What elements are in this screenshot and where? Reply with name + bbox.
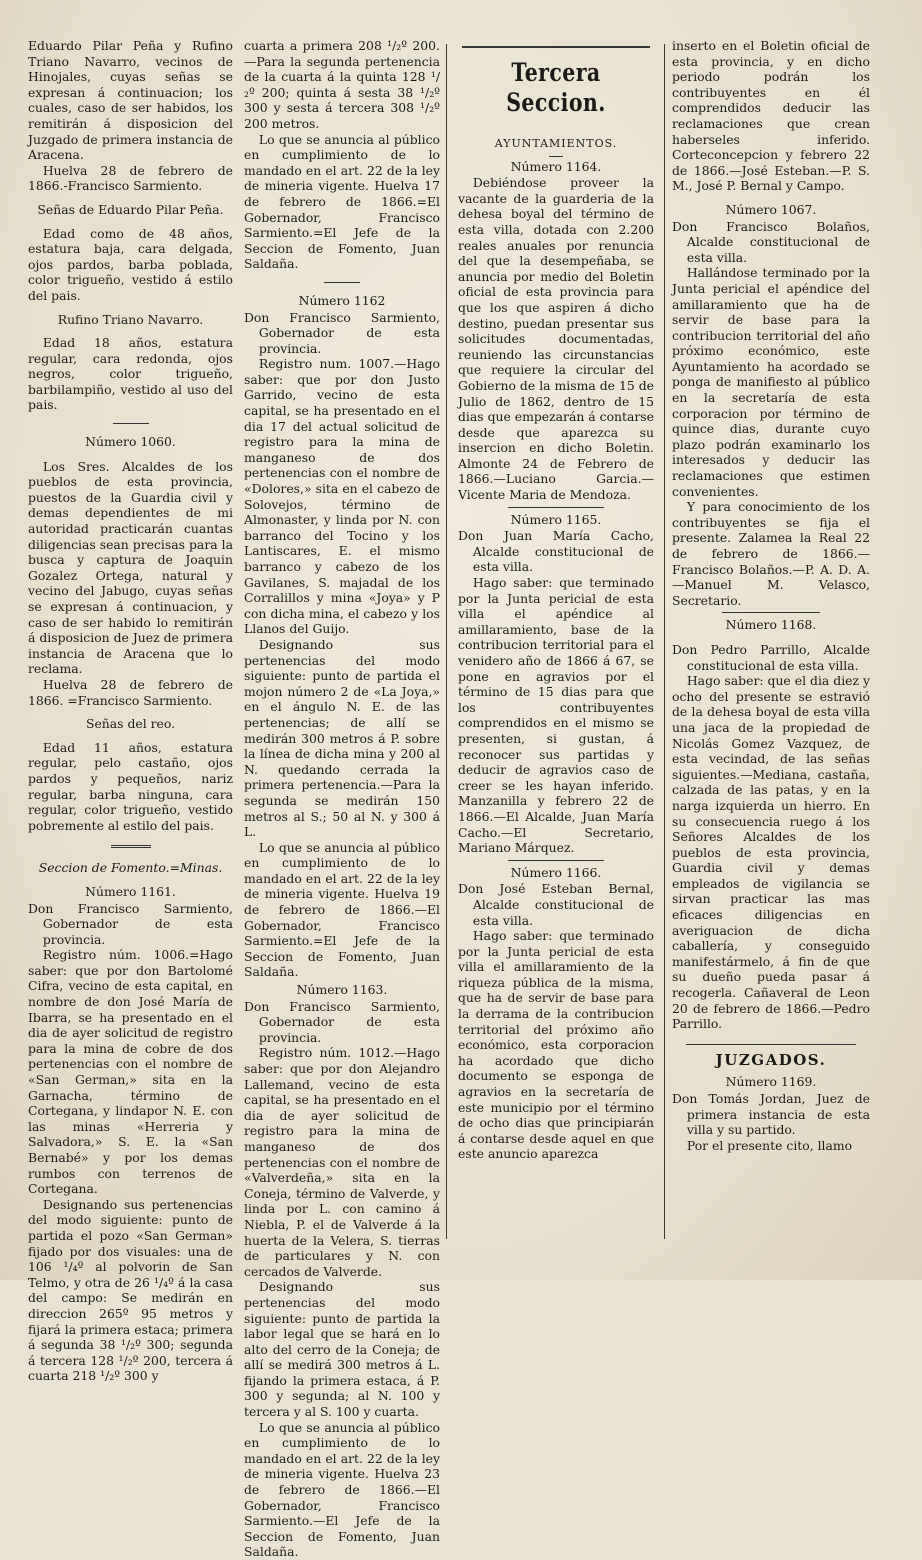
- paragraph: Hago saber: que terminado por la Junta pericial de esta villa el amillaramiento de la riqueza pública de la misma, que ha de servir de base para la derrama de la contribucion territorial del próximo año económico, esta corporacion ha acordado que dicho documento se esponga de agravios en la secretaría de este municipio por el término de ocho dias que principiarán á contarse desde aquel en que este anuncio aparezca: [458, 928, 654, 1162]
- divider: [113, 423, 149, 424]
- notice-number: Número 1163.: [296, 982, 388, 998]
- paragraph: Los Sres. Alcaldes de los pueblos de esta provincia, puestos de la Guardia civil y demas dependientes de mi autoridad practicarán cuantas diligencias sean precisas para la busca y captura de Joaquin Gozalez Ortega, natural y vecino del Jabugo, cuyas señas se expresan á continuacion, y caso de ser habido lo remitirán á disposicion de Juez de primera instancia de Aracena que lo reclama.: [28, 458, 233, 677]
- column-rule: [664, 44, 665, 1239]
- paragraph: Edad 11 años, estatura regular, pelo castaño, ojos pardos y pequeños, nariz regular, barba ninguna, cara regular, color trigueño, vestido pobremente al estilo del pais.: [28, 739, 233, 833]
- paragraph: Registro núm. 1006.=Hago saber: que por don Bartolomé Cifra, vecino de esta capital, en nombre de don José María de Ibarra, se ha presentado en el dia de ayer solicitud de registro para la mina de cobre de dos pertenencias con el nombre de «San German,» sita en la Garnacha, término de Cortegana, y lindapor N. E. con las minas «Herreria y Salvadora,» S. E. la «San Bernabé» y por los demas rumbos con terrenos de Cortegana.: [28, 947, 233, 1197]
- paragraph: Registro núm. 1012.—Hago saber: que por don Alejandro Lallemand, vecino de esta capital, se ha presentado en el dia de ayer solicitud de registro para la mina de manganeso de dos pertenencias con el nombre de «Valverdeña,» sita en la Coneja, término de Valverde, y linda por L. con camino á Niebla, P. el de Valverde á la huerta de la Velera, S. tierras de particulares y N. con cercados de Valverde.: [244, 1045, 440, 1279]
- paragraph: Hago saber: que el dia diez y ocho del presente se estravió de la dehesa boyal de esta villa una jaca de la propiedad de Nicolás Gomez Vazquez, de esta vecindad, de las señas siguientes.—Mediana, castaña, calzada de las patas, y en la narga izquierda un hierro. En su consecuencia ruego á los Señores Alcaldes de los pueblos de esta provincia, Guardia civil y demas empleados de vigilancia se sirvan practicar las mas eficaces diligencias en averiguacion de dicha caballería, y conseguido manifestármelo, á fin de que su dueño pueda pasar á recogerla. Cañaveral de Leon 20 de febrero de 1866.—Pedro Parrillo.: [672, 673, 870, 1032]
- paragraph: Don José Esteban Bernal, Alcalde constitucional de esta villa.: [458, 881, 654, 928]
- paragraph: Lo que se anuncia al público en cumplimiento de lo mandado en el art. 22 de la ley de mineria vigente. Huelva 23 de febrero de 1866.—El Gobernador, Francisco Sarmiento.—El Jefe de la Seccion de Fomento, Juan Saldaña.: [244, 1419, 440, 1560]
- divider: [549, 156, 563, 157]
- paragraph: cuarta a primera 208 ¹/₂º 200.—Para la segunda pertenencia de la cuarta á la quinta 128 ¹/₂º 200; quinta á sesta 38 ¹/₂º 300 y sesta á tercera 308 ¹/₂º 200 metros.: [244, 38, 440, 131]
- column-rule: [446, 44, 447, 1239]
- notice-number: Número 1060.: [85, 434, 176, 450]
- paragraph: Lo que se anuncia al público en cumplimiento de lo mandado en el art. 22 de la ley de mineria vigente. Huelva 17 de febrero de 1866.=El Gobernador, Francisco Sarmiento.=El Jefe de la Seccion de Fomento, Juan Saldaña.: [244, 131, 440, 272]
- paragraph: Don Francisco Bolaños, Alcalde constitucional de esta villa.: [672, 218, 870, 265]
- notice-number: Número 1162: [298, 292, 386, 308]
- divider: [324, 282, 360, 283]
- notice-number: Número 1166.: [510, 864, 602, 880]
- paragraph: Registro num. 1007.—Hago saber: que por don Justo Garrido, vecino de esta capital, se ha presentado en el dia 17 del actual solicitud de registro para la mina de manganeso de dos pertenencias con el nombre de «Dolores,» sita en el cabezo de Solovejos, término de Almonaster, y linda por N. con barranco del Tocino y los Lantiscares, E. el mismo barranco y cabezo de los Gavilanes, S. majadal de los Corralillos y mina «Joya» y P con dicha mina, el cabezo y los Llanos del Guijo.: [244, 356, 440, 637]
- paragraph: Huelva 28 de febrero de 1866. =Francisco Sarmiento.: [28, 676, 233, 708]
- paragraph: Designando sus pertenencias del modo siguiente: punto de partida la labor legal que se hará en lo alto del cerro de la Coneja; de allí se medirá 300 metros á L. fijando la primera estaca, á P. 300 y segunda; al N. 100 y tercera y al S. 100 y cuarta.: [244, 1279, 440, 1420]
- divider: [686, 1044, 856, 1045]
- section-subheading: AYUNTAMIENTOS.: [494, 137, 618, 150]
- notice-number: Número 1067.: [725, 201, 817, 217]
- paragraph: Edad como de 48 años, estatura baja, cara delgada, ojos pardos, barba poblada, color trigueño, vestido á estilo del pais.: [28, 225, 233, 303]
- paragraph: Eduardo Pilar Peña y Rufino Triano Navarro, vecinos de Hinojales, cuyas señas se expresan á continuacion; los cuales, caso de ser habidos, los remitirán á disposicion del Juzgado de primera instancia de Aracena.: [28, 38, 233, 163]
- paragraph: Don Juan María Cacho, Alcalde constitucional de esta villa.: [458, 528, 654, 575]
- section-title: Tercera Seccion.: [506, 58, 606, 117]
- divider: [462, 46, 650, 48]
- paragraph: Huelva 28 de febrero de 1866.-Francisco Sarmiento.: [28, 162, 233, 194]
- paragraph: Hallándose terminado por la Junta pericial el apéndice del amillaramiento que ha de servir de base para la contribucion territorial del año próximo económico, este Ayuntamiento ha acordado se ponga de manifiesto al público en la secretaría de esta corporacion por término de quince dias, durante cuyo plazo podrán examinarlo los interesados y deducir las reclamaciones que estimen convenientes.: [672, 265, 870, 499]
- paragraph: Don Francisco Sarmiento, Gobernador de esta provincia.: [244, 998, 440, 1045]
- section-heading: Rufino Triano Navarro.: [57, 311, 204, 327]
- paragraph: Designando sus pertenencias del modo siguiente: punto de partida el pozo «San German» fijado por dos visuales: una de 106 ¹/₄º al polvorin de San Telmo, y otra de 26 ¹/₄º á la casa del campo: Se medirán en direccion 265º 95 metros y fijará la primera estaca; primera á segunda 38 ¹/₂º 300; segunda á tercera 128 ¹/₂º 200, tercera á cuarta 218 ¹/₂º 300 y: [28, 1196, 233, 1384]
- notice-number: Número 1168.: [725, 617, 817, 633]
- paragraph: Hago saber: que terminado por la Junta pericial de esta villa el apéndice al amillaramiento, base de la contribucion territorial para el venidero año de 1866 á 67, se pone en agravios por el término de 15 dias para que los contribuyentes comprendidos en el mismo se presenten, si gustan, á reconocer sus partidas y deducir de agravios caso de creer se les hayan inferido. Manzanilla y febrero 22 de 1866.—El Alcalde, Juan María Cacho.—El Secretario, Mariano Márquez.: [458, 575, 654, 856]
- paragraph: Lo que se anuncia al público en cumplimiento de lo mandado en el art. 22 de la ley de mineria vigente. Huelva 19 de febrero de 1866.—El Gobernador, Francisco Sarmiento.=El Jefe de la Seccion de Fomento, Juan Saldaña.: [244, 839, 440, 980]
- divider: [508, 860, 604, 861]
- column-2: [244, 38, 440, 1560]
- divider: [111, 845, 151, 848]
- notice-number: Número 1161.: [85, 883, 176, 899]
- section-heading: JUZGADOS.: [715, 1050, 827, 1069]
- section-heading: Señas del reo.: [85, 716, 176, 732]
- section-heading: Seccion de Fomento.=Minas.: [38, 860, 223, 876]
- notice-number: Número 1169.: [725, 1074, 817, 1090]
- paragraph: Don Francisco Sarmiento, Gobernador de esta provincia.: [244, 309, 440, 356]
- paragraph: Por el presente cito, llamo: [686, 1137, 853, 1153]
- paragraph: Debiéndose proveer la vacante de la guarderia de la dehesa boyal del término de esta villa, dotada con 2.200 reales anuales por renuncia del que la desempeñaba, se anuncia por medio del Boletin oficial de esta provincia para que los que aspiren á dicho destino, puedan presentar sus solicitudes documentadas, reuniendo las circunstancias que requiere la circular del Gobierno de la misma de 15 de Julio de 1862, dentro de 15 dias que empezarán á contarse desde que aparezca su insercion en dicho Boletin. Almonte 24 de Febrero de 1866.—Luciano Garcia.—Vicente Maria de Mendoza.: [458, 175, 654, 503]
- section-heading: Señas de Eduardo Pilar Peña.: [37, 201, 224, 217]
- paragraph: Don Francisco Sarmiento, Gobernador de esta provincia.: [28, 900, 233, 947]
- paragraph: Edad 18 años, estatura regular, cara redonda, ojos negros, color trigueño, barbilampiño, vestido al uso del pais.: [28, 335, 233, 413]
- divider: [722, 612, 820, 613]
- notice-number: Número 1164.: [510, 158, 602, 174]
- notice-number: Número 1165.: [510, 511, 602, 527]
- paragraph: Don Pedro Parrillo, Alcalde constitucional de esta villa.: [672, 641, 870, 673]
- divider: [508, 507, 604, 508]
- column-1: [28, 38, 233, 1384]
- column-4: [672, 38, 870, 1268]
- column-3: [458, 38, 654, 1268]
- paragraph: inserto en el Boletin oficial de esta provincia, y en dicho periodo podrán los contribuyentes en él comprendidos deducir las reclamaciones que crean haberseles inferido. Corteconcepcion y febrero 22 de 1866.—José Esteban.—P. S. M., José P. Bernal y Campo.: [672, 38, 870, 194]
- paragraph: Y para conocimiento de los contribuyentes se fija el presente. Zalamea la Real 22 de febrero de 1866.—Francisco Bolaños.—P. A. D. A.—Manuel M. Velasco, Secretario.: [672, 499, 870, 608]
- paragraph: Don Tomás Jordan, Juez de primera instancia de esta villa y su partido.: [672, 1091, 870, 1138]
- paragraph: Designando sus pertenencias del modo siguiente: punto de partida el mojon número 2 de «La Joya,» en el ángulo N. E. de las pertenencias; de allí se medirán 300 metros á P. sobre la línea de dicha mina y 200 al N. quedando cerrada la primera pertenencia.—Para la segunda se medirán 150 metros al S.; 50 al N. y 300 á L.: [244, 636, 440, 840]
